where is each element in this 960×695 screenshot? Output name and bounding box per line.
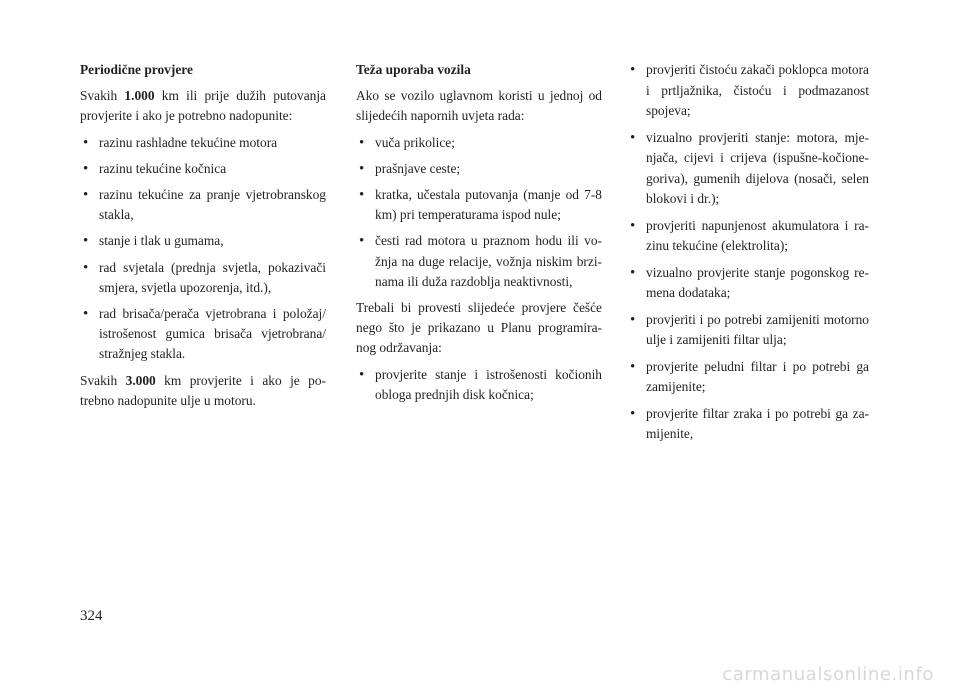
list-item: • vuča prikolice; xyxy=(356,133,602,153)
column-right xyxy=(627,60,869,451)
list-item: • prašnjave ceste; xyxy=(356,159,602,179)
list-item: • provjeriti čistoću zakači poklopca motora i prtljažnika, čistoću i podmazanost spojeva; xyxy=(627,60,869,122)
km-value: 1.000 xyxy=(124,88,155,104)
paragraph-every-3000-km xyxy=(80,371,326,411)
text-post: km ili prije dužih putovanja provjerite i ako je potrebno nadopunite: xyxy=(80,88,327,124)
paragraph-more-frequent-checks: Trebali bi provesti slijedeće provjere češće nego što je prikazano u Planu programira- nog održavanja: xyxy=(356,300,602,356)
paragraph-severe-conditions: Ako se vozilo uglavnom koristi u jednoj od slijedećih napornih uvjeta rada: xyxy=(356,88,602,124)
km-value: 3.000 xyxy=(125,372,156,388)
list-severe-conditions xyxy=(356,133,602,292)
list-item: • rad svjetala (prednja svjetla, pokazivači smjera, svjetla upozorenja, itd.), xyxy=(80,258,326,298)
list-item: • vizualno provjeriti stanje: motora, mje- njača, cijevi i crijeva (ispušne-kočione- goriva), gumenih dijelova (nosači, selen blokovi i dr.); xyxy=(627,128,869,210)
list-item: • provjerite peludni filtar i po potrebi ga zamijenite; xyxy=(627,357,869,398)
column-left xyxy=(80,60,326,417)
list-frequent-checks xyxy=(356,365,602,405)
text-pre: Svakih xyxy=(80,88,125,104)
section-heading-severe-use: Teža uporaba vozila xyxy=(356,62,471,77)
list-item: • razinu tekućine kočnica xyxy=(80,159,326,179)
list-frequent-checks-continued xyxy=(627,60,869,445)
list-item: • provjeriti i po potrebi zamijeniti motorno ulje i zamijeniti filtar ulja; xyxy=(627,310,869,351)
column-middle xyxy=(356,60,602,411)
page-number: 324 xyxy=(80,608,103,624)
text-post: km provjerite i ako je po- trebno nadopunite ulje u motoru. xyxy=(80,372,326,408)
list-item: • rad brisača/perača vjetrobrana i položaj/ istrošenost gumica brisača vjetrobrana/ stražnjeg stakla. xyxy=(80,304,326,365)
list-item: • provjerite filtar zraka i po potrebi ga za- mijenite, xyxy=(627,404,869,445)
list-item: • vizualno provjerite stanje pogonskog re- mena dodataka; xyxy=(627,263,869,304)
list-item: • provjerite stanje i istrošenosti kočionih obloga prednjih disk kočnica; xyxy=(356,365,602,405)
section-heading-periodic-checks: Periodične provjere xyxy=(80,62,193,77)
list-item: • stanje i tlak u gumama, xyxy=(80,231,326,251)
list-item: • razinu tekućine za pranje vjetrobranskog stakla, xyxy=(80,185,326,225)
list-item: • kratka, učestala putovanja (manje od 7-8 km) pri temperaturama ispod nule; xyxy=(356,185,602,225)
list-item: • česti rad motora u praznom hodu ili vo- žnja na duge relacije, vožnja niskim brzi- nama ili duža razdoblja neaktivnosti, xyxy=(356,231,602,292)
text-pre: Svakih xyxy=(80,372,126,388)
paragraph-every-1000-km xyxy=(80,86,326,126)
watermark: carmanualsonline.info xyxy=(722,664,934,685)
list-item: • razinu rashladne tekućine motora xyxy=(80,133,326,153)
checklist-periodic xyxy=(80,133,326,365)
list-item: • provjeriti napunjenost akumulatora i ra- zinu tekućine (elektrolita); xyxy=(627,216,869,257)
